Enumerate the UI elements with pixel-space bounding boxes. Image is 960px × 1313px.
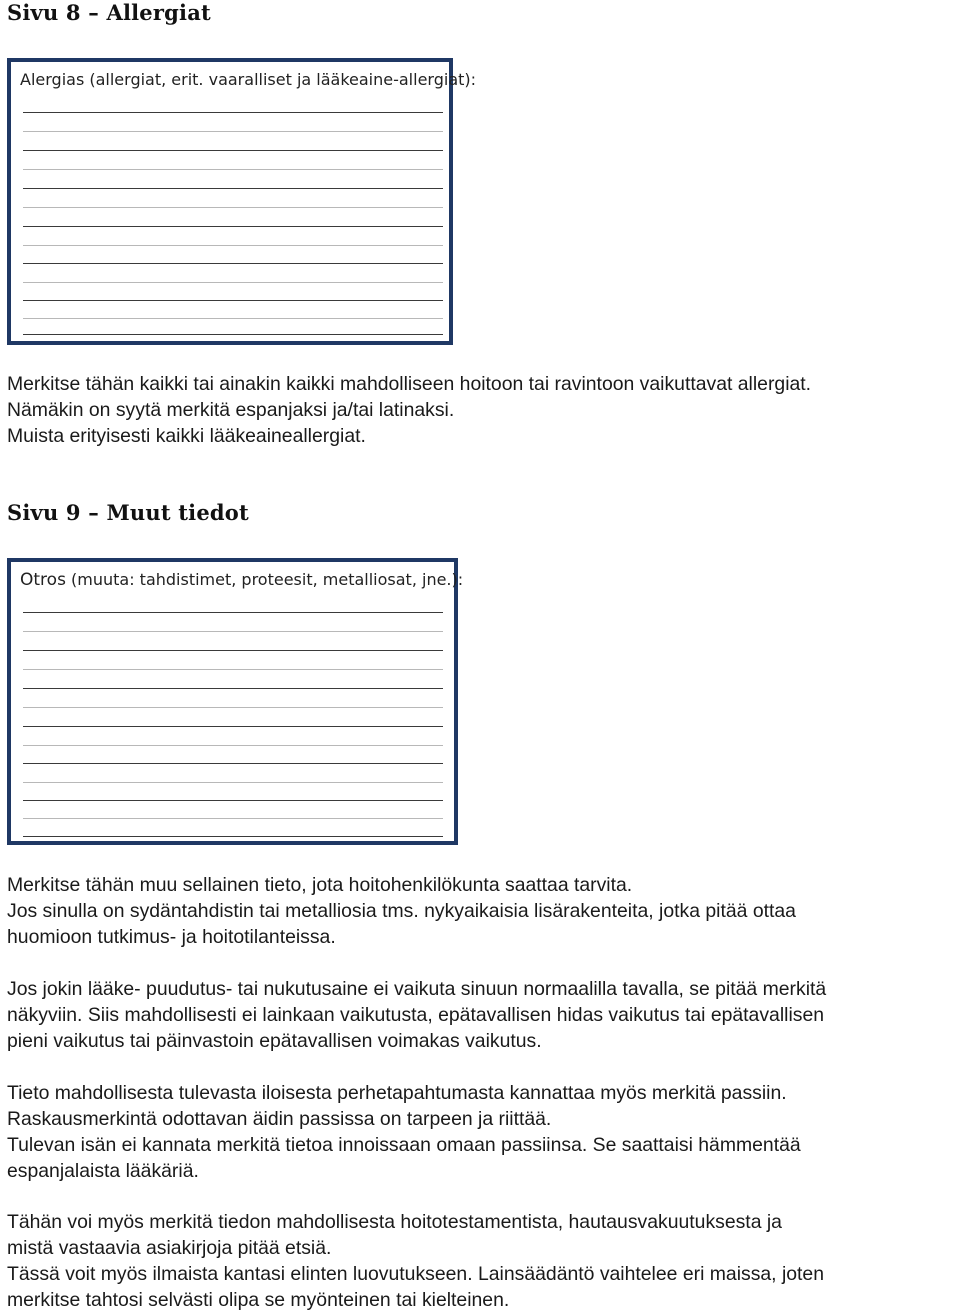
allergies-form-title: Alergias (allergiat, erit. vaaralliset ja lääkeaine-allergiat): [20,70,477,89]
text-line: huomioon tutkimus- ja hoitotilanteissa. [7,926,336,948]
text-line: Nämäkin on syytä merkitä espanjaksi ja/tai latinaksi. [7,399,455,421]
text-line: merkitse tahtosi selvästi olipa se myönteinen tai kielteinen. [7,1289,510,1311]
form-line [23,207,443,208]
text-line: Raskausmerkintä odottavan äidin passissa on tarpeen ja riittää. [7,1108,552,1130]
form-title-rest: (muuta: tahdistimet, proteesit, metalliosat, jne.): [65,570,464,589]
form-line [23,612,443,613]
form-line [23,282,443,283]
text-line: Tässä voit myös ilmaista kantasi elinten luovutukseen. Lainsäädäntö vaihtelee eri maissa, joten [7,1263,825,1285]
form-line [23,318,443,319]
allergies-form-image [7,58,477,345]
page9-heading: Sivu 9 – Muut tiedot [7,500,249,525]
form-line [23,836,443,837]
text-line: Tieto mahdollisesta tulevasta iloisesta perhetapahtumasta kannattaa myös merkitä passiin. [7,1082,787,1104]
form-line [23,688,443,689]
form-line [23,334,443,335]
form-line [23,818,443,819]
form-line [23,188,443,189]
form-line [23,782,443,783]
other-info-form-title [20,570,463,590]
other-info-paragraph-1 [7,872,960,950]
form-line [23,131,443,132]
other-info-form-image [7,558,464,845]
other-info-paragraph-4 [7,1209,960,1313]
form-line [23,226,443,227]
text-line: Merkitse tähän muu sellainen tieto, jota hoitohenkilökunta saattaa tarvita. [7,874,633,896]
form-line [23,112,443,113]
text-line: mistä vastaavia asiakirjoja pitää etsiä. [7,1237,332,1259]
form-line [23,300,443,301]
form-line [23,726,443,727]
form-line [23,245,443,246]
text-line: Jos sinulla on sydäntahdistin tai metalliosia tms. nykyaikaisia lisärakenteita, jotka pitää ottaa [7,900,796,922]
form-line [23,669,443,670]
text-line: Merkitse tähän kaikki tai ainakin kaikki mahdolliseen hoitoon tai ravintoon vaikuttavat allergiat. [7,373,812,395]
form-line [23,631,443,632]
form-line [23,745,443,746]
form-line [23,150,443,151]
text-line: Tulevan isän ei kannata merkitä tietoa innoissaan omaan passiinsa. Se saattaisi hämmentää [7,1134,801,1156]
text-line: näkyviin. Siis mahdollisesti ei lainkaan vaikutusta, epätavallisen hidas vaikutus tai epätavallisen [7,1004,825,1026]
form-title-lead: Otros [20,570,66,590]
form-line [23,650,443,651]
allergies-notes [7,371,960,449]
form-line [23,263,443,264]
text-line: Jos jokin lääke- puudutus- tai nukutusaine ei vaikuta sinuun normaalilla tavalla, se pitää merkitä [7,978,827,1000]
text-line: Muista erityisesti kaikki lääkeaineallergiat. [7,425,366,447]
other-info-paragraph-3 [7,1080,960,1184]
text-line: espanjalaista lääkäriä. [7,1160,199,1182]
form-line [23,800,443,801]
form-line [23,169,443,170]
other-info-paragraph-2 [7,976,960,1054]
page8-heading: Sivu 8 – Allergiat [7,0,211,25]
form-line [23,707,443,708]
form-line [23,763,443,764]
text-line: pieni vaikutus tai päinvastoin epätavallisen voimakas vaikutus. [7,1030,542,1052]
text-line: Tähän voi myös merkitä tiedon mahdollisesta hoitotestamentista, hautausvakuutuksesta ja [7,1211,782,1233]
